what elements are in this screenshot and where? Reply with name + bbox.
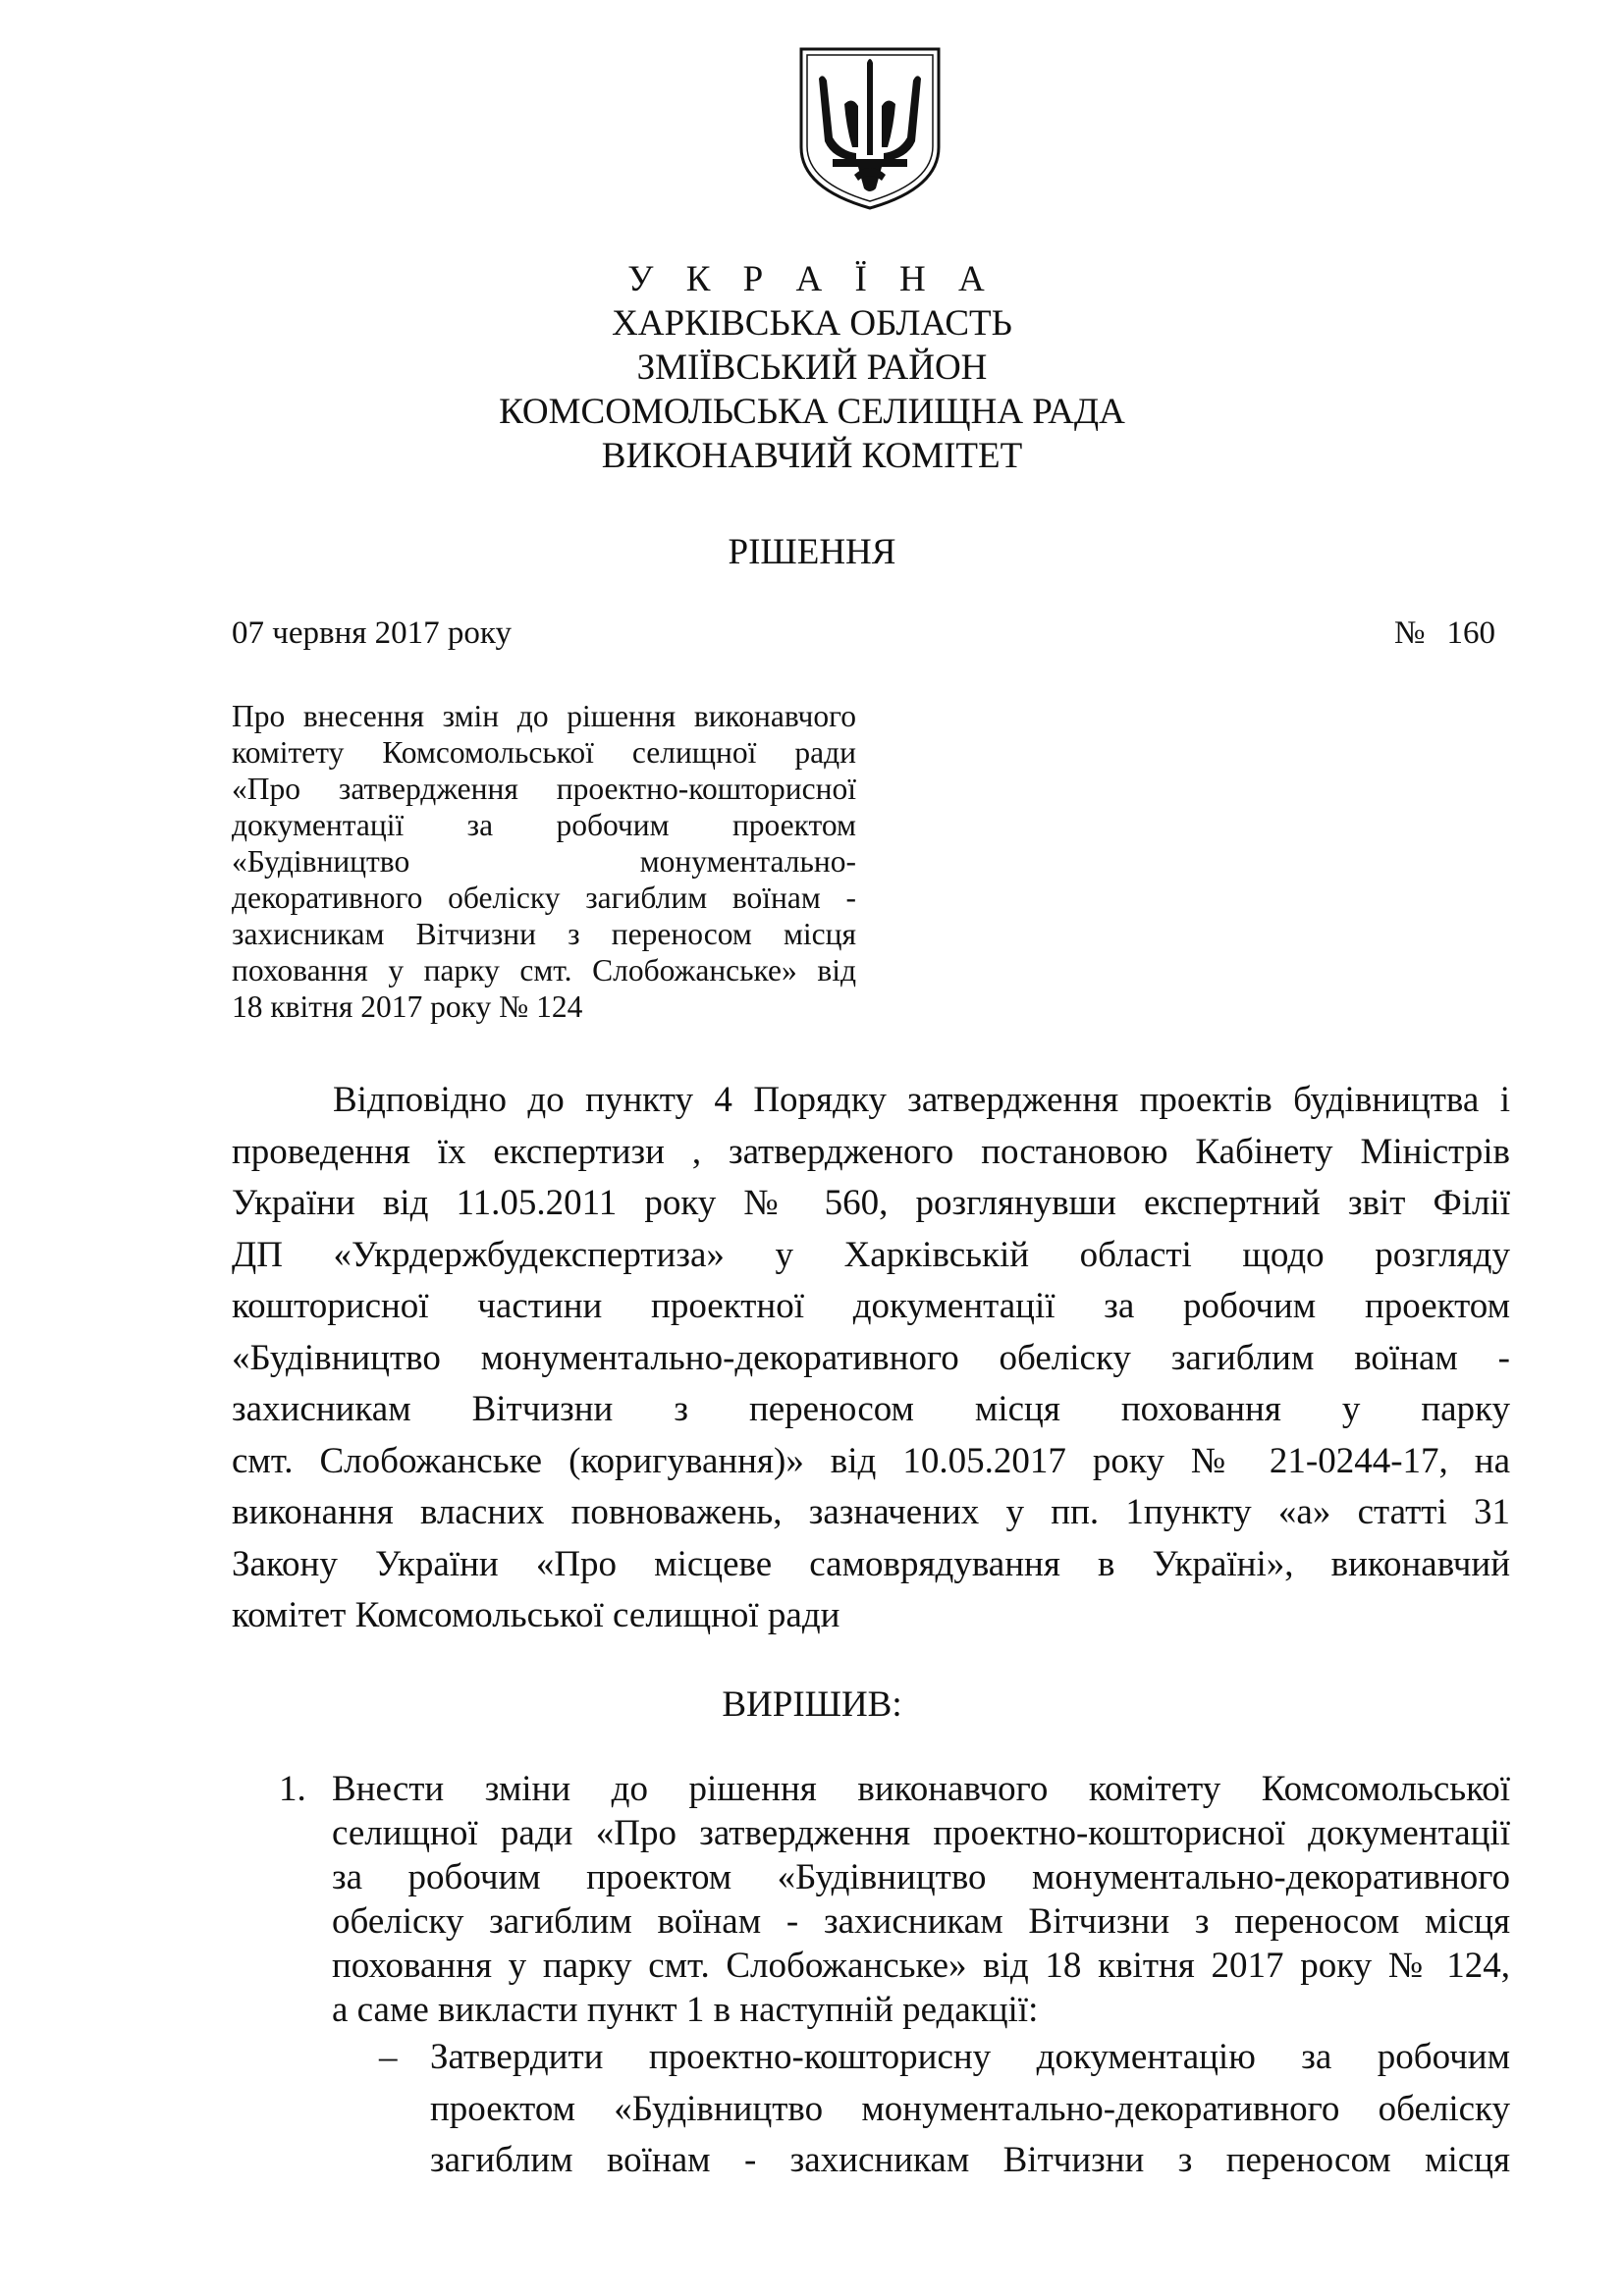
subitem-line: загиблим воїнам - захисникам Вітчизни з переносом місця xyxy=(430,2140,1510,2180)
item-line: а саме викласти пункт 1 в наступній редакції: xyxy=(332,1990,1039,2030)
subject-line: захисникам Вітчизни з переносом місця xyxy=(232,917,856,951)
body-line: Закону України «Про місцеве самоврядування в Україні», виконавчий xyxy=(232,1543,1510,1584)
item-line: Внести зміни до рішення виконавчого комітету Комсомольської xyxy=(332,1769,1510,1809)
body-line: комітет Комсомольської селищної ради xyxy=(232,1595,840,1635)
body-line: ДП «Укрдержбудекспертиза» у Харківській області щодо розгляду xyxy=(232,1234,1510,1275)
subject-line: «Про затвердження проектно-кошторисної xyxy=(232,772,856,806)
country-name: У К Р А Ї Н А xyxy=(627,259,997,299)
subject-line: Про внесення змін до рішення виконавчого xyxy=(232,699,856,733)
subitem-line: проектом «Будівництво монументально-декоративного обеліску xyxy=(430,2088,1510,2129)
decision-subject xyxy=(232,698,856,1025)
subject-line: «Будівництво монументально- xyxy=(232,844,856,879)
council-name: КОМСОМОЛЬСЬКА СЕЛИЩНА РАДА xyxy=(499,392,1125,432)
subitem-text xyxy=(430,2032,1510,2187)
item-line: селищної ради «Про затвердження проектно-кошторисної документації xyxy=(332,1813,1510,1853)
decision-date: 07 червня 2017 року xyxy=(232,615,512,651)
district-name: ЗМІЇВСЬКИЙ РАЙОН xyxy=(636,347,988,388)
item-line: за робочим проектом «Будівництво монументально-декоративного xyxy=(332,1857,1510,1897)
subject-line: комітету Комсомольської селищної ради xyxy=(232,735,856,770)
decision-number xyxy=(1394,614,1495,653)
subitem-line: Затвердити проектно-кошторисну документацію за робочим xyxy=(430,2037,1510,2077)
body-line: проведення їх експертизи , затвердженого постановою Кабінету Міністрів xyxy=(232,1131,1510,1172)
body-line: кошторисної частини проектної документації за робочим проектом xyxy=(232,1286,1510,1326)
body-line: захисникам Вітчизни з переносом місця поховання у парку xyxy=(232,1389,1510,1429)
item-number: 1. xyxy=(279,1769,306,1809)
number-value: 160 xyxy=(1446,615,1495,651)
decision-title: РІШЕННЯ xyxy=(728,532,896,572)
subject-line: 18 квітня 2017 року № 124 xyxy=(232,989,583,1024)
committee-name: ВИКОНАВЧИЙ КОМІТЕТ xyxy=(601,436,1023,476)
body-line: України від 11.05.2011 року № 560, розглянувши експертний звіт Філії xyxy=(232,1183,1510,1223)
resolved-title: ВИРІШИВ: xyxy=(722,1684,902,1725)
body-line: «Будівництво монументально-декоративного обеліску загиблим воїнам - xyxy=(232,1337,1510,1378)
region-name: ХАРКІВСЬКА ОБЛАСТЬ xyxy=(612,303,1012,344)
subject-line: документації за робочим проектом xyxy=(232,808,856,842)
item-line: обеліску загиблим воїнам - захисникам Вітчизни з переносом місця xyxy=(332,1901,1510,1942)
item-line: поховання у парку смт. Слобожанське» від 18 квітня 2017 року № 124, xyxy=(332,1946,1510,1986)
body-line: смт. Слобожанське (коригування)» від 10.05.2017 року № 21-0244-17, на xyxy=(232,1440,1510,1481)
subject-line: декоративного обеліску загиблим воїнам - xyxy=(232,881,856,915)
trident-coat-of-arms-icon xyxy=(797,45,943,212)
document-header xyxy=(0,257,1624,478)
body-line: Відповідно до пункту 4 Порядку затвердження проектів будівництва і xyxy=(333,1080,1510,1120)
item-text xyxy=(332,1767,1510,2032)
number-sign: № xyxy=(1394,615,1426,651)
preamble-paragraph xyxy=(232,1075,1510,1642)
dash-marker: – xyxy=(379,2037,398,2077)
body-line: виконання власних повноважень, зазначених у пп. 1пункту «а» статті 31 xyxy=(232,1492,1510,1532)
subject-line: поховання у парку смт. Слобожанське» від xyxy=(232,953,856,988)
